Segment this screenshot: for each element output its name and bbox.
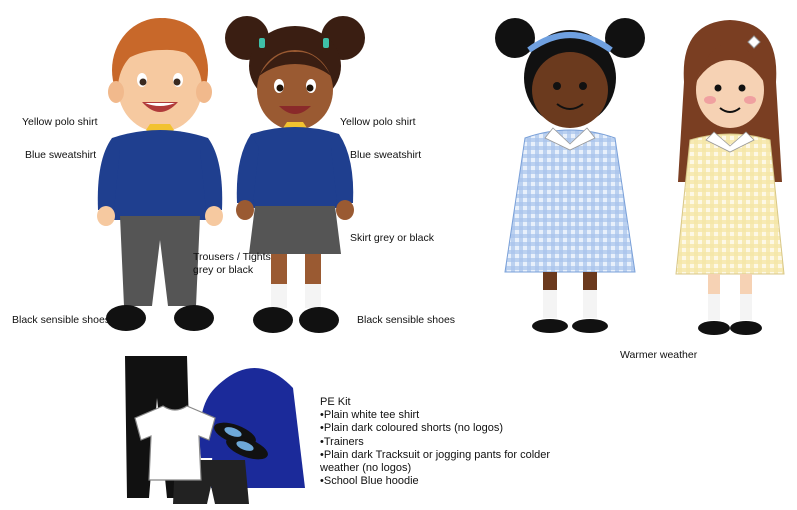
pe-kit-item: •Plain dark coloured shorts (no logos) (320, 422, 503, 435)
girl-sweatshirt-label: Blue sweatshirt (350, 149, 422, 161)
girl-illustration (225, 8, 365, 343)
trousers-label-line1: Trousers / Tights (193, 251, 271, 263)
skirt-label: Skirt grey or black (350, 232, 435, 244)
pe-kit-item: •School Blue hoodie (320, 475, 419, 488)
pe-kit-title: PE Kit (320, 396, 351, 408)
boy-sweatshirt-label: Blue sweatshirt (25, 149, 97, 161)
boy-shoes-label: Black sensible shoes (12, 314, 111, 326)
girl-polo-label: Yellow polo shirt (340, 116, 416, 128)
pe-kit-item: •Trainers (320, 435, 364, 448)
trousers-label-line2: grey or black (193, 264, 254, 276)
boy-illustration (90, 10, 230, 340)
girl-shoes-label: Black sensible shoes (357, 314, 456, 326)
pe-kit-list (320, 396, 580, 488)
summer-girl-yellow-illustration (670, 12, 790, 337)
pe-kit-item: •Plain dark Tracksuit or jogging pants for colder weather (no logos) (320, 448, 551, 475)
summer-girl-blue-illustration (495, 10, 645, 335)
boy-polo-label: Yellow polo shirt (22, 116, 98, 128)
pe-kit-illustration (115, 348, 310, 508)
warmer-weather-label: Warmer weather (620, 349, 698, 361)
pe-kit-item: •Plain white tee shirt (320, 409, 420, 422)
